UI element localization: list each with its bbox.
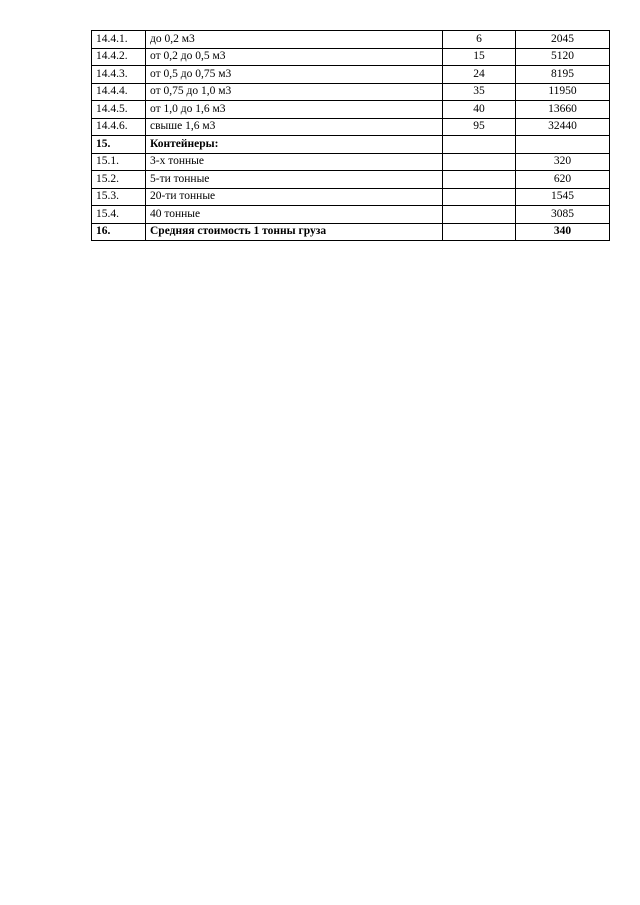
table-row — [92, 188, 610, 206]
row-quantity: 40 — [443, 101, 516, 119]
table-row — [92, 101, 610, 119]
row-quantity: 35 — [443, 83, 516, 101]
row-code: 14.4.2. — [92, 48, 146, 66]
row-quantity — [443, 136, 516, 154]
row-price: 32440 — [516, 118, 610, 136]
row-description: до 0,2 м3 — [146, 31, 443, 49]
row-price: 2045 — [516, 31, 610, 49]
row-quantity — [443, 188, 516, 206]
row-description: Контейнеры: — [146, 136, 443, 154]
row-code: 14.4.4. — [92, 83, 146, 101]
table-row — [92, 31, 610, 49]
row-code: 15.4. — [92, 206, 146, 224]
row-code: 14.4.5. — [92, 101, 146, 119]
table-row — [92, 48, 610, 66]
row-description: свыше 1,6 м3 — [146, 118, 443, 136]
row-quantity — [443, 223, 516, 241]
row-code: 14.4.6. — [92, 118, 146, 136]
row-code: 14.4.1. — [92, 31, 146, 49]
row-description: Средняя стоимость 1 тонны груза — [146, 223, 443, 241]
row-price: 3085 — [516, 206, 610, 224]
row-code: 15.1. — [92, 153, 146, 171]
row-description: 3-х тонные — [146, 153, 443, 171]
row-description: 20-ти тонные — [146, 188, 443, 206]
row-description: от 0,75 до 1,0 м3 — [146, 83, 443, 101]
table-row — [92, 171, 610, 189]
tariff-table-body — [92, 31, 610, 241]
row-quantity: 15 — [443, 48, 516, 66]
row-description: от 0,2 до 0,5 м3 — [146, 48, 443, 66]
table-row — [92, 66, 610, 84]
tariff-table — [91, 30, 610, 241]
row-quantity: 24 — [443, 66, 516, 84]
row-description: 5-ти тонные — [146, 171, 443, 189]
row-price — [516, 136, 610, 154]
table-row — [92, 153, 610, 171]
row-code: 15.2. — [92, 171, 146, 189]
row-quantity — [443, 206, 516, 224]
summary-row — [92, 223, 610, 241]
row-price: 1545 — [516, 188, 610, 206]
table-row — [92, 83, 610, 101]
row-quantity — [443, 153, 516, 171]
row-price: 13660 — [516, 101, 610, 119]
row-quantity: 95 — [443, 118, 516, 136]
table-row — [92, 118, 610, 136]
row-quantity — [443, 171, 516, 189]
row-price: 340 — [516, 223, 610, 241]
row-price: 620 — [516, 171, 610, 189]
row-description: 40 тонные — [146, 206, 443, 224]
table-row — [92, 206, 610, 224]
section-header-row — [92, 136, 610, 154]
row-code: 16. — [92, 223, 146, 241]
row-description: от 0,5 до 0,75 м3 — [146, 66, 443, 84]
row-quantity: 6 — [443, 31, 516, 49]
row-price: 5120 — [516, 48, 610, 66]
row-code: 14.4.3. — [92, 66, 146, 84]
row-price: 320 — [516, 153, 610, 171]
row-description: от 1,0 до 1,6 м3 — [146, 101, 443, 119]
row-price: 8195 — [516, 66, 610, 84]
row-code: 15. — [92, 136, 146, 154]
row-price: 11950 — [516, 83, 610, 101]
row-code: 15.3. — [92, 188, 146, 206]
